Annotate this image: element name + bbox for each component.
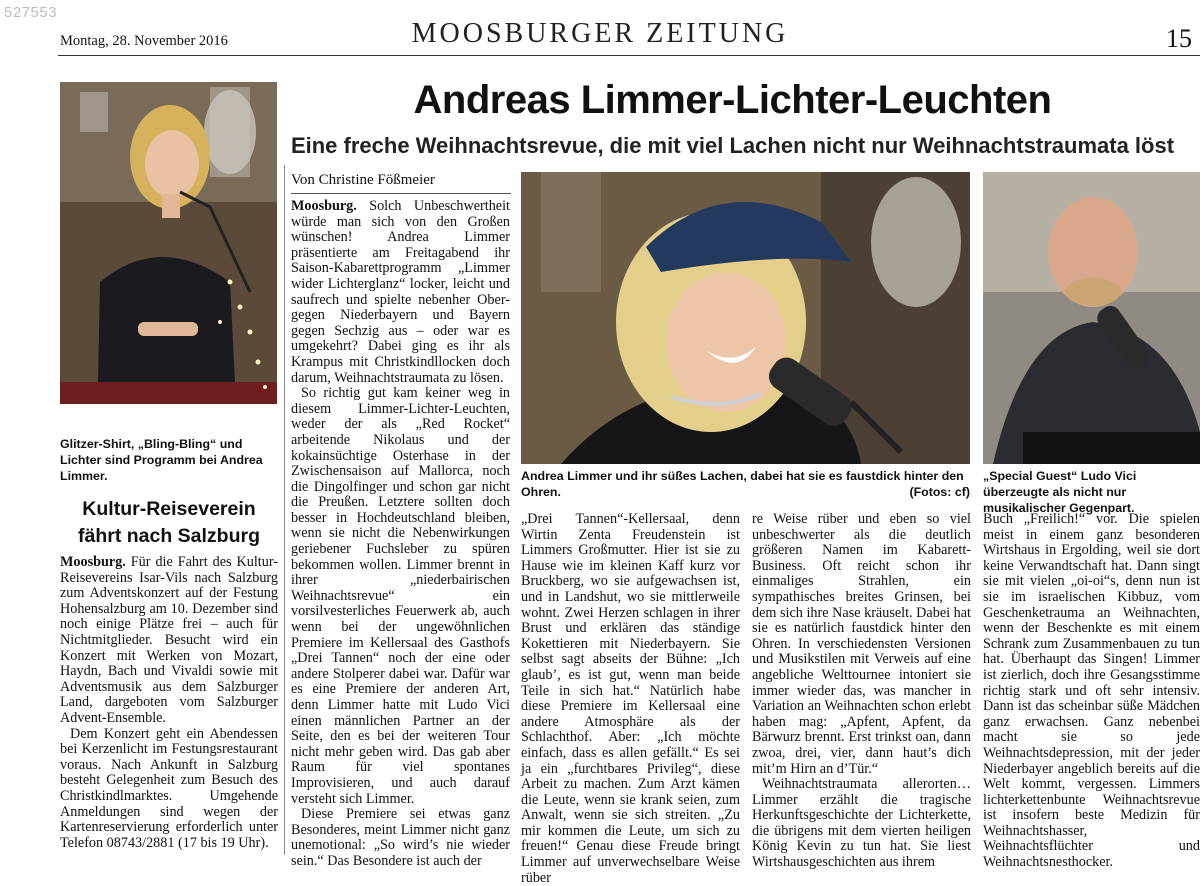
masthead-rule	[58, 55, 1200, 56]
caption-left-photo: Glitzer-Shirt, „Bling-Bling“ und Lichter sind Programm bei Andrea Limmer.	[60, 437, 263, 483]
article-paragraph-3: Diese Premiere sei etwas ganz Besonderes, meint Limmer nicht ganz unemotional: „So wird’s nie wieder sein.“ Das Besondere ist auch der	[291, 806, 510, 869]
article-column-4-text: Buch „Freilich!“ vor. Die spielen meist in einem ganz besonderen Wirtshaus in Ergolding, weil sie dort keine Verwandtschaft hat. Dann singt sie mit vielen „oi-oi“s, denn nun ist sie im israelischen Kibbuz, vom Geschenketrauma an Weihnachten, wenn der Beschenkte es mit einem Schrank zum Zusammenbauen zu tun hat. Überhaupt das Singen! Limmer ist zierlich, doch ihre Gesangsstimme richtig stark und oft sehr intensiv. Dann ist das scheinbar süße Mädchen ganz erwachsen. Ganz nebenbei macht sie so jede Weihnachtsdepression, mit der jeder Niederbayer angeblich bereits auf die Welt kommt, vergessen. Limmers lichterkettenbunte Weihnachtsrevue ist insofern beste Medizin für Weihnachtshasser, Weihnachtsflüchter und Weihnachtsnesthocker.	[983, 511, 1200, 871]
photo-credit: (Fotos: cf)	[909, 485, 970, 499]
caption-center-text: Andrea Limmer und ihr süßes Lachen, dabei hat sie es faustdick hinter den Ohren.	[521, 469, 964, 499]
article-paragraph-2: So richtig gut kam keiner weg in diesem Limmer-Lichter-Leuchten, weder der als „Red Rocket“ arbeitende Nikolaus und der kokainsüchtige Osterhase in der Zwischensaison auf Mallorca, noch die Dingolfinger und schon gar nicht die Preußen. Letztere sollten doch besser in Hochdeutschland bleiben, wenn sie nicht die Nebenwirkungen geriebener Fuchsleber zu spüren bekommen wollen. Limmer brennt in ihrer „niederbairischen Weihnachtsrevue“ ein vorsilvesterliches Feuerwerk ab, auch wenn bei der ungewöhnlichen Premiere im Kellersaal des Gasthofs „Drei Tannen“ noch der eine oder andere Stolperer dabei war. Dafür war es eine Premiere der anderen Art, denn Limmer hatte mit Ludo Vici einen männlichen Partner an der Seite, den es bei der weiteren Tour nicht mehr geben wird. Das gab aber Raum für viel spontanes Improvisieren, und auch darauf versteht sich Limmer.	[291, 385, 510, 807]
caption-center-photo	[521, 468, 970, 500]
article-column-1	[291, 198, 510, 869]
page-number: 15	[1166, 24, 1192, 53]
article-byline: Von Christine Fößmeier	[291, 172, 511, 194]
issue-date: Montag, 28. November 2016	[60, 33, 228, 49]
article-column-3-paragraph-2: Weihnachtstraumata allerorten… Limmer erzählt die tragische Herkunftsgeschichte der Lichterkette, die übrigens mit dem vierten heiligen König Kevin zu tun hat. Sie liest Wirtshausgeschichten aus ihrem	[752, 776, 971, 871]
sidebar-paragraph-2: Dem Konzert geht ein Abendessen bei Kerzenlicht im Festungsrestaurant voraus. Nach Ankunft in Salzburg besteht Gelegenheit zum Besuch des Christkindlmarktes. Umgehende Anmeldungen sind wegen der Kartenreservierung erforderlich unter Telefon 08743/2881 (17 bis 19 Uhr).	[60, 725, 278, 851]
watermark-id: 527553	[4, 4, 58, 21]
sidebar-headline-line2: fährt nach Salzburg	[77, 525, 261, 547]
sidebar-article-body	[60, 555, 278, 855]
article-dateline: Moosburg.	[291, 198, 357, 214]
article-column-4	[983, 511, 1200, 871]
sidebar-headline-line1: Kultur-Reiseverein	[82, 498, 256, 520]
article-column-2	[521, 511, 740, 886]
newspaper-name: MOOSBURGER ZEITUNG	[411, 18, 789, 49]
column-divider	[284, 165, 285, 855]
photo-andrea-limmer-singing	[60, 82, 277, 404]
article-headline: Andreas Limmer-Lichter-Leuchten	[413, 78, 1052, 122]
photo-andrea-limmer-laughing	[521, 172, 970, 464]
sidebar-paragraph-1: Für die Fahrt des Kultur-Reisevereins Isar-Vils nach Salzburg zum Adventskonzert auf der Festung Hohensalzburg am 10. Dezember sind noch einige Plätze frei – auch für Nichtmitglieder. Besucht wird ein Konzert mit Werken von Mozart, Haydn, Bach und Vivaldi sowie mit Adventsmusik aus dem Salzburger Land, dargeboten vom Salzburger Advent-Ensemble.	[60, 554, 278, 726]
sidebar-headline	[60, 496, 278, 550]
photo-ludo-vici	[983, 172, 1200, 464]
article-column-3-paragraph-1: re Weise rüber und eben so viel unbeschwerter als die deutlich größeren Namen im Kabarett-Business. Oft reicht schon ihr einmaliges Strahlen, ein sympathisches breites Grinsen, bei dem sich ihre Nase kräuselt. Dabei hat sie es natürlich faustdick hinter den Ohren. In verschiedensten Versionen und Musikstilen mit Verweis auf eine angebliche Welttournee intoniert sie immer wieder das, was mancher in Variation an Weihnachten schon erlebt haben mag: „Apfent, Apfent, da Bärwurz brennt. Erst trinkst oan, dann zwoa, drei, vier, dann haut’s dich mit’m Hirn an d’Tür.“	[752, 511, 971, 777]
caption-right-photo: „Special Guest“ Ludo Vici überzeugte als nicht nur musikalischer Gegenpart.	[983, 469, 1137, 515]
article-subheadline: Eine freche Weihnachtsrevue, die mit viel Lachen nicht nur Weihnachtstraumata löst	[290, 133, 1175, 158]
article-column-3	[752, 511, 971, 871]
article-column-2-text: „Drei Tannen“-Kellersaal, denn Wirtin Zenta Freudenstein ist Limmers Großmutter. Hier ist sie zu Hause wie im kleinen Kaff kurz vor Bruckberg, wo sie aufgewachsen ist, und in Landshut, wo sie mittlerweile wohnt. Zwei Herzen schlagen in ihrer Brust und erklären das ständige Kokettieren mit Niederbayern. Sie selbst sagt abseits der Bühne: „Ich glaub’, es ist gut, wenn man beide Teile in sich hat.“ Natürlich habe diese Premiere im Kellersaal eine andere Atmosphäre als der Schlachthof. Aber: „Ich möchte einfach, dass es allen gefällt.“ Es sei ja ein „furchtbares Privileg“, diese Arbeit zu machen. Zum Arzt kämen die Leute, wenn sie krank seien, zum Anwalt, wenn sie sich streiten. „Zu mir kommen die Leute, um sich zu freuen!“ Genau diese Freude bringt Limmer auf unverwechselbare Weise rüber	[521, 511, 740, 886]
article-paragraph-1: Solch Unbeschwertheit würde man sich von den Großen wünschen! Andrea Limmer präsentierte am Freitagabend ihr Saison-Kabarettprogramm „Limmer wider Lichterglanz“ locker, leicht und saufrech und spielte nebenher Ober- gegen Niederbayern und Bayern gegen Sechzig aus – oder war es umgekehrt? Dabei ging es ihr als Krampus mit Christkindllocken doch darum, Weihnachtstraumata zu lösen.	[291, 198, 510, 386]
sidebar-dateline: Moosburg.	[60, 554, 126, 570]
